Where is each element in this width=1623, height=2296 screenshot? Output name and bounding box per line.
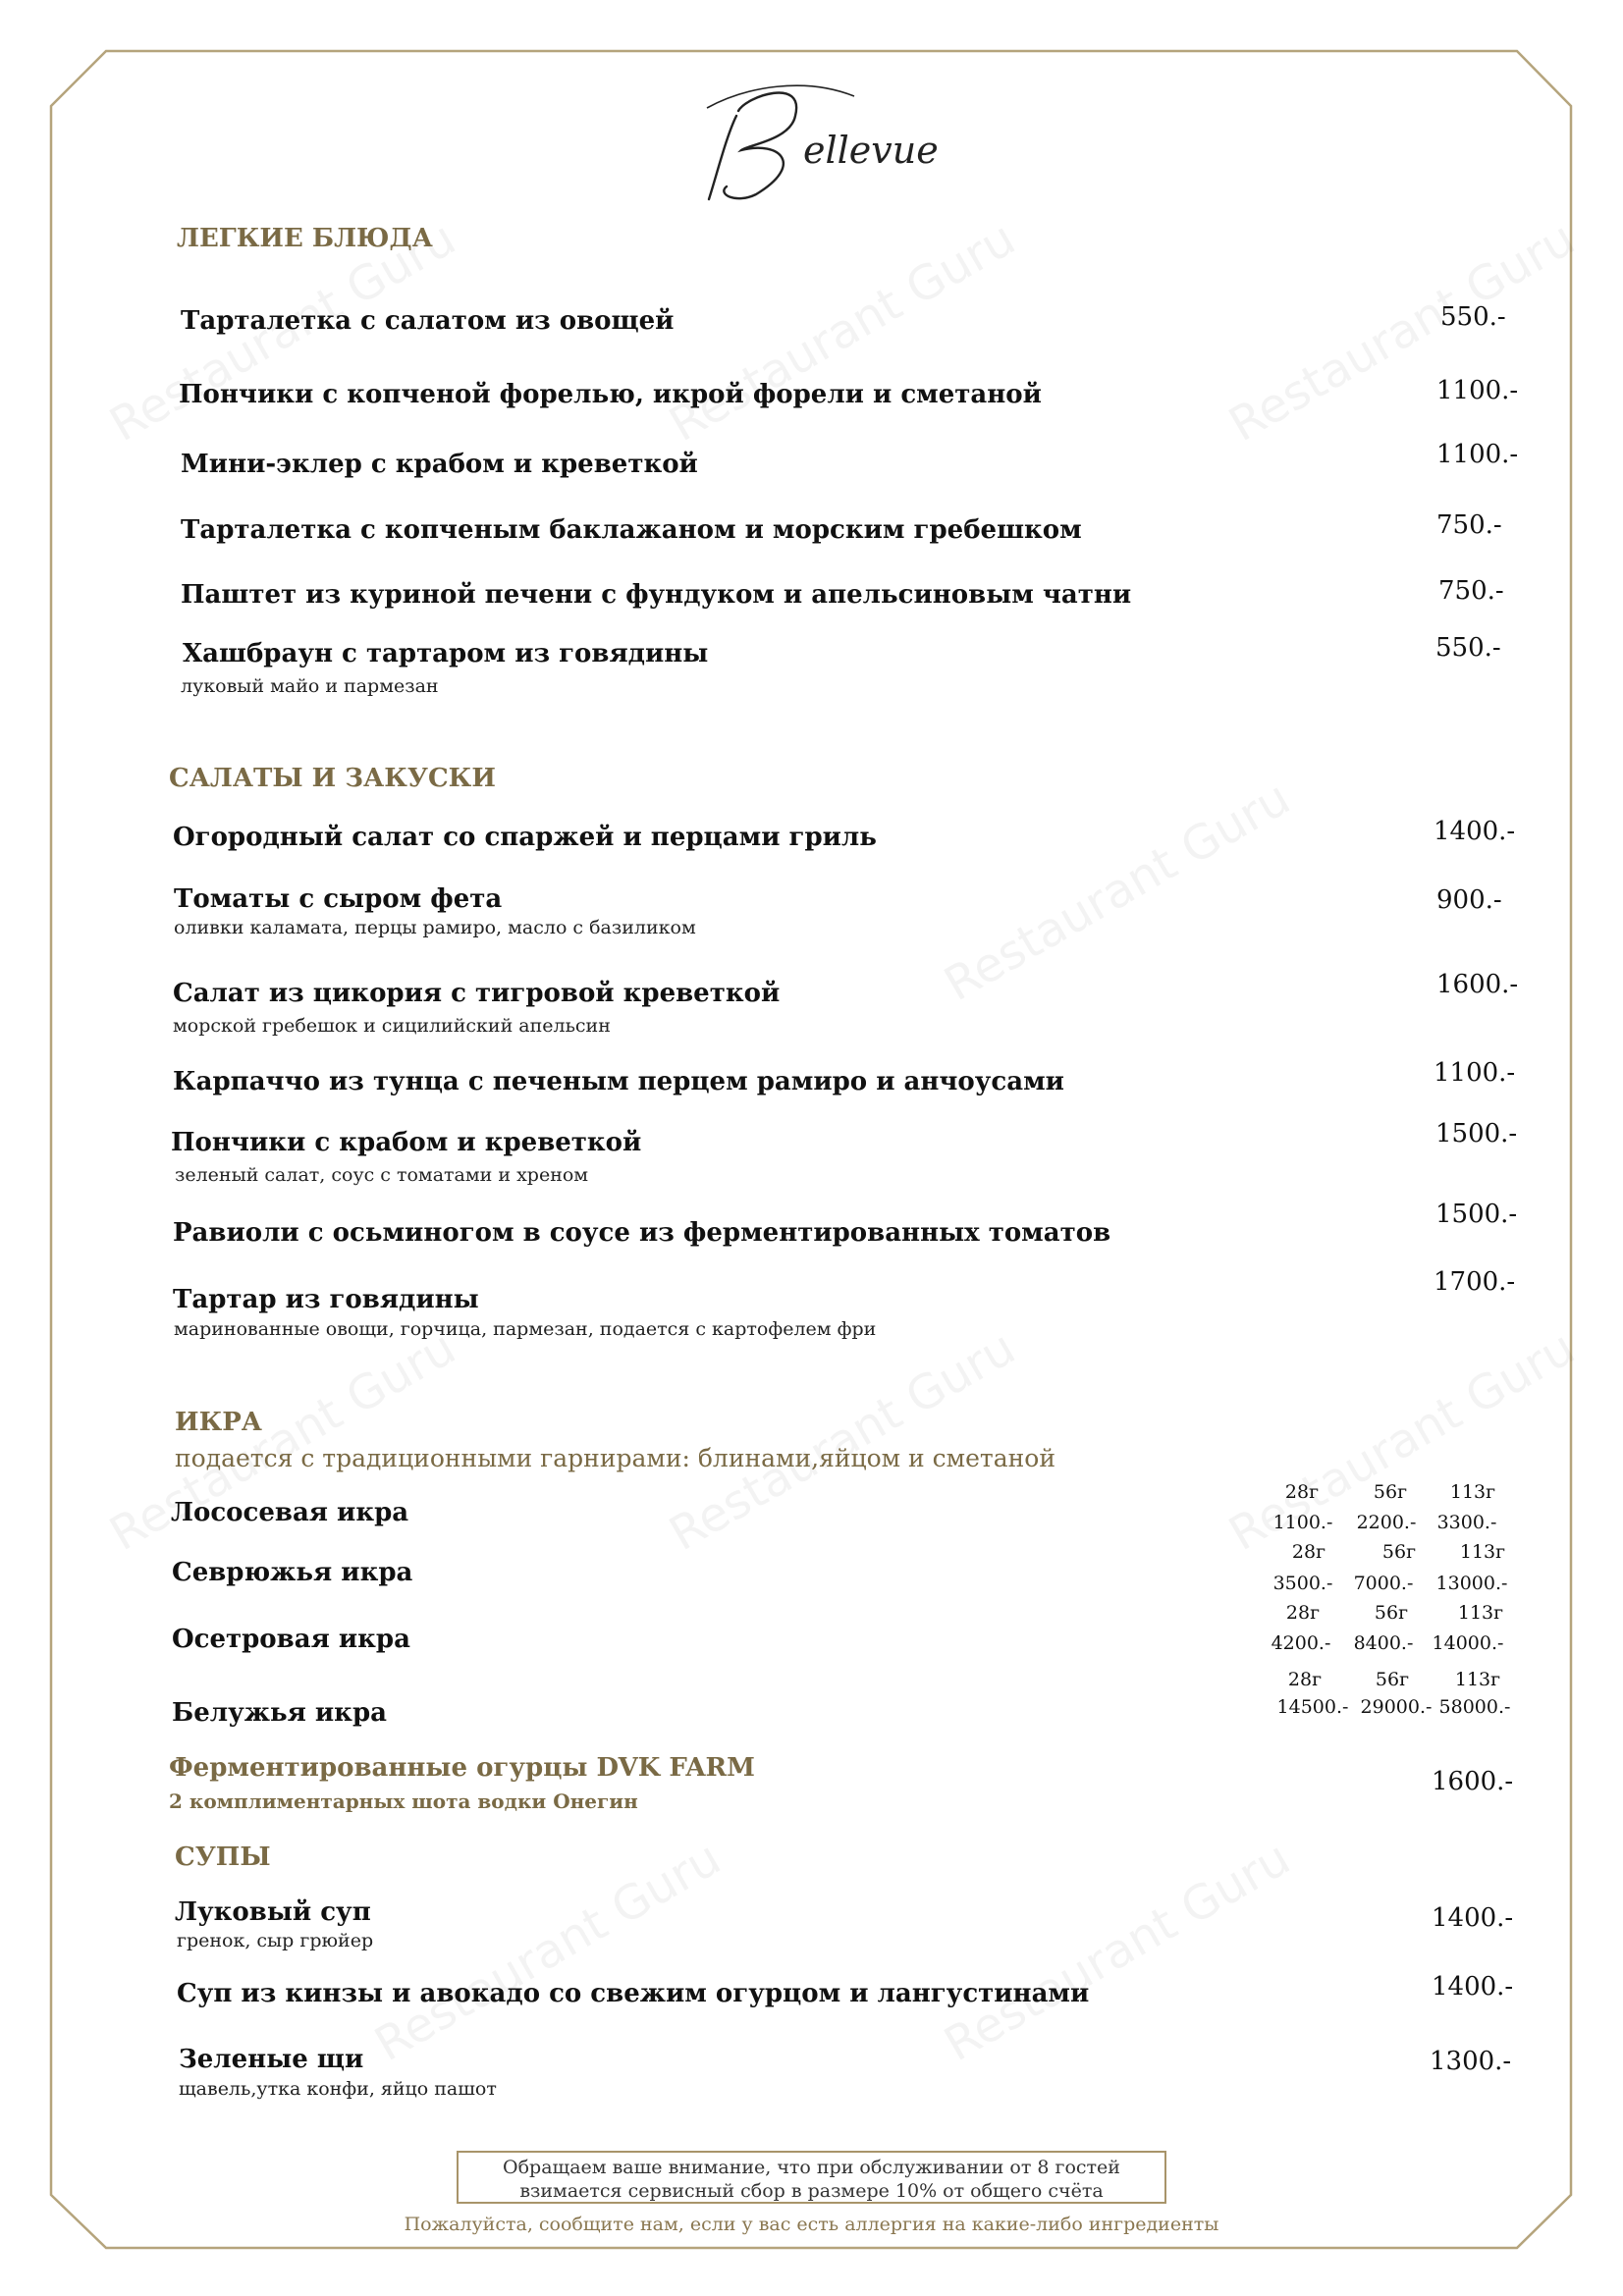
dish-name: Огородный салат со спаржей и перцами гриль: [173, 823, 877, 852]
dish-name: Равиоли с осьминогом в соусе из ферментированных томатов: [173, 1218, 1111, 1248]
caviar-name: Осетровая икра: [172, 1625, 410, 1654]
dish-price: 550.-: [1440, 302, 1506, 332]
dish-price: 1600.-: [1436, 970, 1519, 999]
special-item-name: Ферментированные огурцы DVK FARM: [169, 1753, 755, 1783]
caviar-size: 28г: [1284, 1481, 1320, 1503]
dish-price: 1500.-: [1435, 1200, 1518, 1229]
section-title-soups: СУПЫ: [175, 1842, 271, 1872]
caviar-price: 14500.-: [1276, 1696, 1349, 1718]
caviar-price: 2200.-: [1356, 1512, 1417, 1533]
special-item-note: 2 комплиментарных шота водки Онегин: [169, 1789, 638, 1813]
dish-price: 1100.-: [1436, 376, 1519, 405]
section-title-salads: САЛАТЫ И ЗАКУСКИ: [169, 764, 496, 793]
caviar-size: 113г: [1449, 1481, 1496, 1503]
caviar-price: 14000.-: [1432, 1632, 1504, 1654]
dish-price: 1300.-: [1430, 2047, 1512, 2076]
caviar-name: Севрюжья икра: [172, 1558, 413, 1587]
dish-name: Паштет из куриной печени с фундуком и апельсиновым чатни: [181, 580, 1132, 610]
svg-text:ellevue: ellevue: [803, 129, 939, 172]
caviar-price: 29000.-: [1360, 1696, 1433, 1718]
dish-price: 750.-: [1438, 576, 1504, 606]
dish-price: 1500.-: [1435, 1119, 1518, 1148]
dish-name: Мини-эклер с крабом и креветкой: [181, 450, 698, 479]
caviar-price: 4200.-: [1271, 1632, 1331, 1654]
caviar-size: 28г: [1285, 1602, 1321, 1624]
dish-name: Салат из цикория с тигровой креветкой: [173, 979, 781, 1008]
dish-name: Хашбраун с тартаром из говядины: [183, 639, 709, 668]
notice-line: Обращаем ваше внимание, что при обслуживании от 8 гостей: [503, 2157, 1120, 2178]
dish-name: Карпаччо из тунца с печеным перцем рамиро и анчоусами: [173, 1067, 1064, 1096]
section-subtitle-caviar: подается с традиционными гарнирами: блинами,яйцом и сметаной: [175, 1444, 1056, 1472]
dish-name: Тартар из говядины: [173, 1285, 479, 1314]
dish-price: 1100.-: [1436, 440, 1519, 469]
caviar-name: Белужья икра: [172, 1698, 387, 1728]
dish-price: 1400.-: [1432, 1972, 1514, 2002]
dish-name: Пончики с крабом и креветкой: [171, 1128, 642, 1157]
dish-name: Тарталетка с копченым баклажаном и морским гребешком: [181, 515, 1082, 545]
caviar-size: 56г: [1381, 1541, 1417, 1563]
caviar-size: 113г: [1459, 1541, 1506, 1563]
caviar-size: 56г: [1374, 1602, 1409, 1624]
dish-name: Суп из кинзы и авокадо со свежим огурцом и лангустинами: [177, 1979, 1090, 2008]
dish-price: 900.-: [1436, 885, 1502, 915]
caviar-price: 3300.-: [1436, 1512, 1497, 1533]
caviar-size: 113г: [1457, 1602, 1504, 1624]
caviar-size: 28г: [1287, 1669, 1323, 1690]
dish-price: 1100.-: [1434, 1058, 1516, 1088]
dish-description: луковый майо и пармезан: [181, 675, 439, 697]
caviar-price: 8400.-: [1353, 1632, 1414, 1654]
dish-name: Пончики с копченой форелью, икрой форели и сметаной: [179, 380, 1042, 409]
bellevue-logo: [687, 57, 943, 214]
section-title-light: ЛЕГКИЕ БЛЮДА: [177, 224, 433, 253]
caviar-price: 7000.-: [1353, 1573, 1414, 1594]
service-charge-notice: [457, 2151, 1166, 2204]
caviar-size: 113г: [1454, 1669, 1501, 1690]
dish-price: 1700.-: [1434, 1267, 1516, 1297]
dish-price: 1600.-: [1432, 1767, 1514, 1796]
notice-line: взимается сервисный сбор в размере 10% от общего счёта: [519, 2180, 1104, 2202]
dish-name: Тарталетка с салатом из овощей: [181, 306, 675, 336]
allergy-note: Пожалуйста, сообщите нам, если у вас есть аллергия на какие-либо ингредиенты: [404, 2214, 1219, 2235]
caviar-size: 28г: [1291, 1541, 1326, 1563]
caviar-price: 1100.-: [1272, 1512, 1333, 1533]
dish-description: гренок, сыр грюйер: [177, 1930, 374, 1951]
caviar-size: 56г: [1373, 1481, 1408, 1503]
caviar-price: 3500.-: [1272, 1573, 1333, 1594]
dish-description: щавель,утка конфи, яйцо пашот: [179, 2078, 497, 2100]
caviar-size: 56г: [1375, 1669, 1410, 1690]
dish-description: морской гребешок и сицилийский апельсин: [173, 1015, 611, 1037]
caviar-price: 13000.-: [1435, 1573, 1508, 1594]
dish-price: 1400.-: [1432, 1903, 1514, 1933]
caviar-price: 58000.-: [1438, 1696, 1511, 1718]
dish-description: зеленый салат, соус с томатами и хреном: [175, 1164, 589, 1186]
section-title-caviar: ИКРА: [175, 1408, 262, 1437]
caviar-name: Лососевая икра: [171, 1498, 409, 1527]
dish-price: 750.-: [1436, 510, 1502, 540]
dish-name: Томаты с сыром фета: [174, 884, 503, 914]
dish-name: Луковый суп: [175, 1897, 371, 1927]
dish-price: 1400.-: [1434, 817, 1516, 846]
dish-price: 550.-: [1435, 633, 1501, 663]
dish-description: маринованные овощи, горчица, пармезан, подается с картофелем фри: [174, 1318, 877, 1340]
dish-name: Зеленые щи: [179, 2045, 364, 2074]
dish-description: оливки каламата, перцы рамиро, масло с базиликом: [174, 917, 696, 938]
